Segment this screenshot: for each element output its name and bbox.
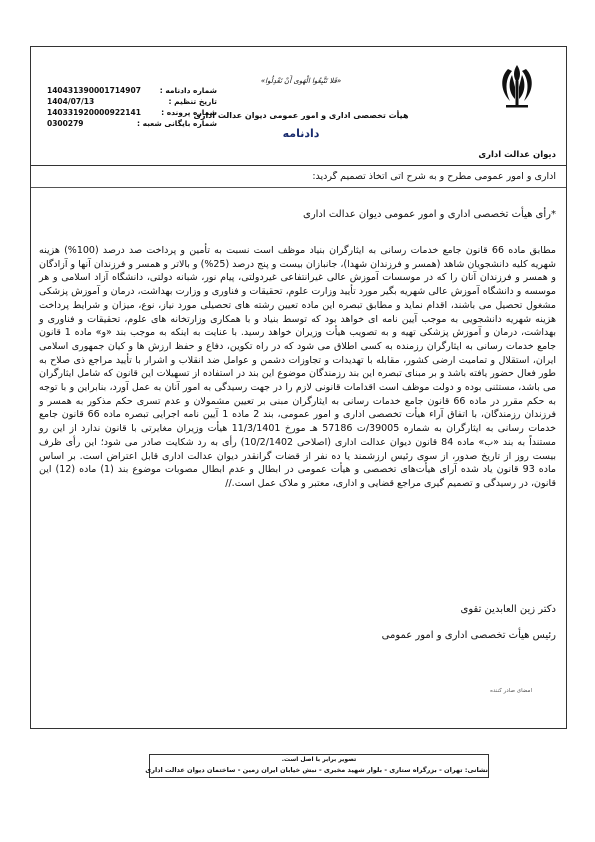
copy-certification: تصویر برابر با اصل است. bbox=[281, 756, 357, 763]
signature-stamp-label: امضای صادر کننده bbox=[490, 688, 532, 694]
ruling-heading: *رأی هیأت تخصصی اداری و امور عمومی دیوان عدالت اداری bbox=[303, 209, 556, 220]
meta-label: شماره دادنامه : bbox=[159, 86, 217, 95]
meta-label: شماره بایگانی شعبه : bbox=[136, 119, 217, 128]
footer-address: نشانی: تهران - بزرگراه ستاری - بلوار شهید مخبری - نبش خیابان ایران زمین - ساختمان دیوان عدالت اداری bbox=[145, 766, 488, 774]
document-page bbox=[30, 46, 567, 774]
header-verse: «فَلا تَتَّبِعُوا الْهَوى أَنْ تَعْدِلُوا» bbox=[260, 77, 342, 85]
document-title: دادنامه bbox=[282, 127, 320, 140]
meta-value: 0300279 bbox=[47, 119, 84, 128]
document-meta bbox=[47, 85, 217, 129]
meta-value: 1404/07/13 bbox=[47, 97, 95, 106]
document-header bbox=[31, 47, 566, 166]
meta-row-archive-number bbox=[47, 118, 217, 129]
meta-label: شماره پرونده : bbox=[161, 108, 217, 117]
meta-value: 140331920000922141 bbox=[47, 108, 141, 117]
signer-title: رئیس هیأت تخصصی اداری و امور عمومی bbox=[381, 630, 556, 641]
divider bbox=[31, 187, 566, 188]
meta-row-case-number bbox=[47, 107, 217, 118]
footer bbox=[145, 754, 489, 778]
ruling-body: مطابق ماده 66 قانون جامع خدمات رسانی به ایثارگران بنیاد موظف است نسبت به تأمین و پرداخت صد درصد (100%) هزینه شهریه کلیه دانشجویان شاهد (همسر و فرزندان شهدا)، جانبازان بیست و پنج درصد (25%) و بالاتر و همسر و فرزندان آنها و آزادگان و همسر و فرزندان آنان را که در موسسات آموزش عالی غیرانتفاعی غیردولتی، پیام نور، شبانه دولتی، دانشگاه آزاد اسلامی و هر موسسه و دانشگاه آموزش عالی شهریه بگیر مورد تأیید وزارت علوم، تحقیقات و فناوری و وزارت بهداشت، درمان و آموزش پزشکی مشغول تحصیل می باشند، اقدام نماید و مطابق تبصره این ماده تعیین رشته های تحصیلی مورد نیاز، نوع، میزان و شرایط پرداخت هزینه شهریه دانشجویی به موجب آیین نامه ای خواهد بود که توسط بنیاد و با همکاری وزارتخانه های علوم، تحقیقات و فناوری و بهداشت، درمان و آموزش پزشکی تهیه و به تصویب هیأت وزیران خواهد رسید. با عنایت به اینکه به موجب بند «و» ماده 1 قانون جامع خدمات رسانی به ایثارگران رزمنده به کسی اطلاق می شود که در راه تکوین، دفاع و حفظ ارزش ها و کیان جمهوری اسلامی ایران، استقلال و تمامیت ارضی کشور، مقابله با تهدیدات و تجاوزات دشمن و عوامل ضد انقلاب و اشرار با تأیید مراجع ذی صلاح به طور فعال حضور یافته باشد و بر مبنای تبصره این بند رزمندگان موضوع این بند در استفاده از تسهیلات این قانون که شامل ایثارگران می باشد، مستثنی بوده و دولت موظف است اقدامات قانونی لازم را در جهت رسیدگی به امور آنان به عمل آورد، بنابراین و با توجه به حکم مقرر در ماده 66 قانون جامع خدمات رسانی به ایثارگران مبنی بر تعیین مشمولان و عدم تسری حکم مذکور به همسر و فرزندان رزمندگان، با اتفاق آراء هیأت تخصصی اداری و امور عمومی، بند 2 ماده 1 آیین نامه اجرایی تبصره ماده 66 قانون جامع خدمات رسانی به ایثارگران به شماره 39005/ت 57186 هـ مورخ 11/3/1401 هیأت وزیران مغایرتی با قانون ندارد از این رو مستنداً به بند «ب» ماده 84 قانون دیوان عدالت اداری (اصلاحی 10/2/1402) رأی به رد شکایت صادر می شود؛ این رأی ظرف بیست روز از تاریخ صدور، از سوی رئیس ارزشمند یا ده نفر از قضات گرانقدر دیوان عدالت اداری قابل اعتراض است. بر اساس ماده 93 قانون یاد شده آرای هیأت‌های تخصصی و هیأت عمومی در ابطال و عدم ابطال مصوبات موضوع بند (1) ماده (12) این قانون، در رسیدگی و تصمیم گیری مراجع قضایی و اداری، معتبر و ملاک عمل است.// bbox=[39, 245, 557, 489]
meta-value: 140431390001714907 bbox=[47, 86, 141, 95]
board-name: هیأت تخصصی اداری و امور عمومی دیوان عدالت اداری bbox=[193, 111, 409, 120]
intro-text: اداری و امور عمومی مطرح و به شرح آتی اتخاذ تصمیم گردید: bbox=[312, 171, 556, 182]
signer-name: دکتر زین العابدین تقوی bbox=[460, 604, 556, 615]
meta-row-verdict-number bbox=[47, 85, 217, 96]
emblem-caption: دیوان عدالت اداری bbox=[478, 150, 556, 160]
meta-label: تاریخ تنظیم : bbox=[168, 97, 217, 106]
iran-emblem-icon bbox=[494, 61, 540, 111]
meta-row-date bbox=[47, 96, 217, 107]
